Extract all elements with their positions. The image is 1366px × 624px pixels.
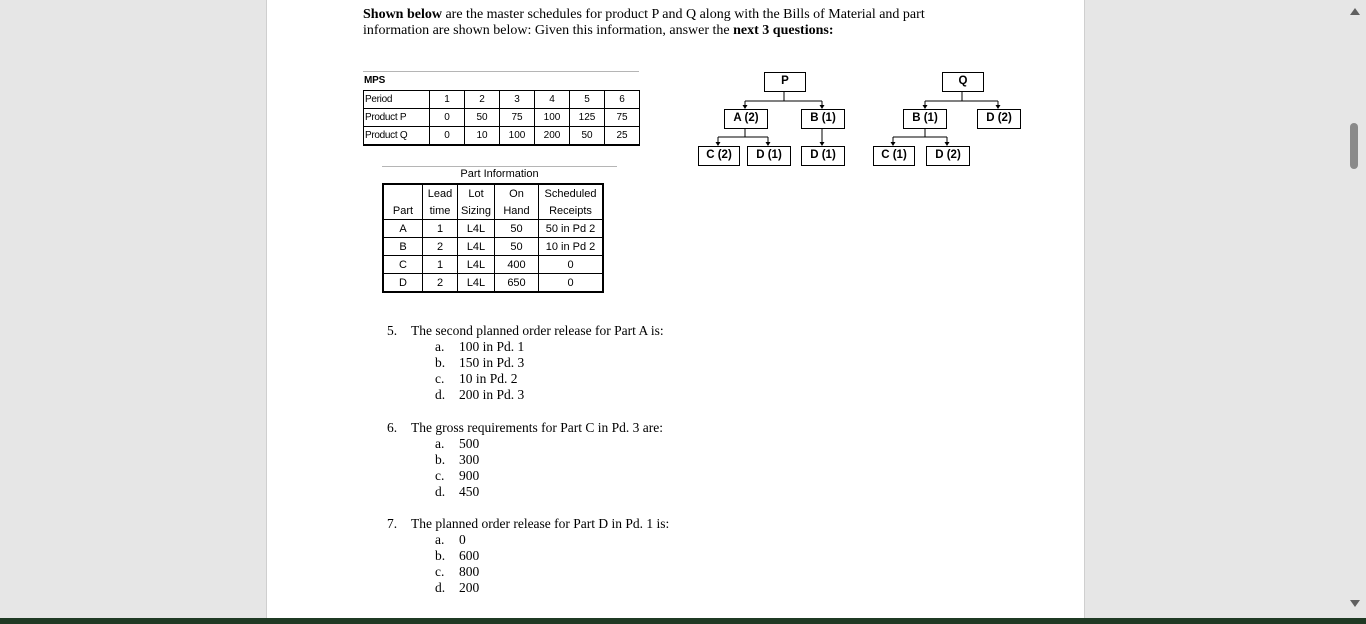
part-cell: 2 xyxy=(423,274,458,293)
option-letter: a. xyxy=(435,436,445,451)
option-letter: b. xyxy=(435,355,446,370)
mps-cell: 100 xyxy=(500,127,535,146)
part-cell: 650 xyxy=(495,274,539,293)
option-letter: b. xyxy=(435,452,446,467)
mps-cell: 75 xyxy=(500,109,535,127)
part-cell: 50 xyxy=(495,220,539,238)
option-text: 450 xyxy=(459,484,480,499)
part-header-cell: Sizing xyxy=(458,202,495,220)
scrollbar-thumb[interactable] xyxy=(1350,123,1358,169)
bom-node-p-b-d: D (1) xyxy=(801,146,845,166)
bom-node-q-b-d: D (2) xyxy=(926,146,970,166)
part-header-cell: Receipts xyxy=(539,202,604,220)
part-header-cell: Hand xyxy=(495,202,539,220)
intro-text-1: are the master schedules for product P and Q along with the Bills of Material and part xyxy=(441,7,925,22)
part-cell: 1 xyxy=(423,220,458,238)
part-cell: L4L xyxy=(458,238,495,256)
part-cell: 0 xyxy=(539,274,604,293)
bom-node-p-a-d: D (1) xyxy=(747,146,791,166)
option-text: 200 in Pd. 3 xyxy=(459,387,525,402)
mps-cell: 6 xyxy=(605,91,640,109)
part-cell: 50 xyxy=(495,238,539,256)
part-cell: L4L xyxy=(458,274,495,293)
intro-bold-start: Shown below xyxy=(363,7,442,22)
part-header-cell: On xyxy=(495,184,539,202)
mps-row-label: Period xyxy=(364,91,430,109)
bom-node-q-b: B (1) xyxy=(903,109,947,129)
mps-row-label: Product Q xyxy=(364,127,430,146)
option-letter: a. xyxy=(435,532,445,547)
bom-node-q: Q xyxy=(942,72,984,92)
bom-node-p: P xyxy=(764,72,806,92)
part-cell: B xyxy=(383,238,423,256)
mps-cell: 1 xyxy=(430,91,465,109)
question-number: 5. xyxy=(387,323,398,338)
part-header-cell: Lot xyxy=(458,184,495,202)
mps-cell: 4 xyxy=(535,91,570,109)
mps-cell: 50 xyxy=(465,109,500,127)
question-number: 7. xyxy=(387,516,398,531)
part-cell: 0 xyxy=(539,256,604,274)
mps-cell: 2 xyxy=(465,91,500,109)
mps-cell: 0 xyxy=(430,109,465,127)
question-text: The gross requirements for Part C in Pd. 3 are: xyxy=(411,420,663,435)
option-text: 100 in Pd. 1 xyxy=(459,339,525,354)
mps-cell: 5 xyxy=(570,91,605,109)
question-text: The planned order release for Part D in Pd. 1 is: xyxy=(411,516,670,531)
mps-cell: 100 xyxy=(535,109,570,127)
option-letter: d. xyxy=(435,387,446,402)
option-text: 10 in Pd. 2 xyxy=(459,371,518,386)
intro-text-2: information are shown below: Given this information, answer the xyxy=(363,23,734,38)
part-info-title: Part Information xyxy=(382,166,617,180)
scroll-up-arrow-icon[interactable] xyxy=(1350,8,1360,15)
option-text: 0 xyxy=(459,532,466,547)
option-text: 200 xyxy=(459,580,480,595)
mps-cell: 75 xyxy=(605,109,640,127)
part-header-cell: Part xyxy=(392,204,414,217)
part-cell: L4L xyxy=(458,256,495,274)
part-header-cell: time xyxy=(423,202,458,220)
question-number: 6. xyxy=(387,420,398,435)
bottom-bar xyxy=(0,618,1366,624)
part-cell: 50 in Pd 2 xyxy=(539,220,604,238)
part-header-cell: Lead xyxy=(423,184,458,202)
part-cell: 1 xyxy=(423,256,458,274)
part-cell: A xyxy=(383,220,423,238)
mps-cell: 3 xyxy=(500,91,535,109)
option-letter: b. xyxy=(435,548,446,563)
question-text: The second planned order release for Part A is: xyxy=(411,323,664,338)
mps-cell: 0 xyxy=(430,127,465,146)
part-cell: 2 xyxy=(423,238,458,256)
vertical-scrollbar[interactable] xyxy=(1348,0,1366,618)
mps-cell: 125 xyxy=(570,109,605,127)
bom-node-q-b-c: C (1) xyxy=(873,146,915,166)
bom-node-p-a: A (2) xyxy=(724,109,768,129)
part-header-cell: Scheduled xyxy=(539,184,604,202)
part-cell: 400 xyxy=(495,256,539,274)
bom-node-p-b: B (1) xyxy=(801,109,845,129)
mps-cell: 25 xyxy=(605,127,640,146)
part-cell: C xyxy=(383,256,423,274)
mps-cell: 200 xyxy=(535,127,570,146)
part-cell: D xyxy=(383,274,423,293)
mps-title: MPS xyxy=(364,75,386,86)
bom-node-q-d: D (2) xyxy=(977,109,1021,129)
scroll-down-arrow-icon[interactable] xyxy=(1350,600,1360,607)
part-cell: L4L xyxy=(458,220,495,238)
mps-cell: 50 xyxy=(570,127,605,146)
option-letter: a. xyxy=(435,339,445,354)
option-letter: d. xyxy=(435,580,446,595)
option-text: 500 xyxy=(459,436,480,451)
option-letter: c. xyxy=(435,371,445,386)
option-letter: c. xyxy=(435,468,445,483)
option-text: 600 xyxy=(459,548,480,563)
intro-bold-end: next 3 questions: xyxy=(733,23,834,38)
option-text: 150 in Pd. 3 xyxy=(459,355,525,370)
part-cell: 10 in Pd 2 xyxy=(539,238,604,256)
option-letter: c. xyxy=(435,564,445,579)
option-text: 900 xyxy=(459,468,480,483)
mps-row-label: Product P xyxy=(364,109,430,127)
bom-node-p-a-c: C (2) xyxy=(698,146,740,166)
mps-cell: 10 xyxy=(465,127,500,146)
option-text: 800 xyxy=(459,564,480,579)
option-letter: d. xyxy=(435,484,446,499)
option-text: 300 xyxy=(459,452,480,467)
